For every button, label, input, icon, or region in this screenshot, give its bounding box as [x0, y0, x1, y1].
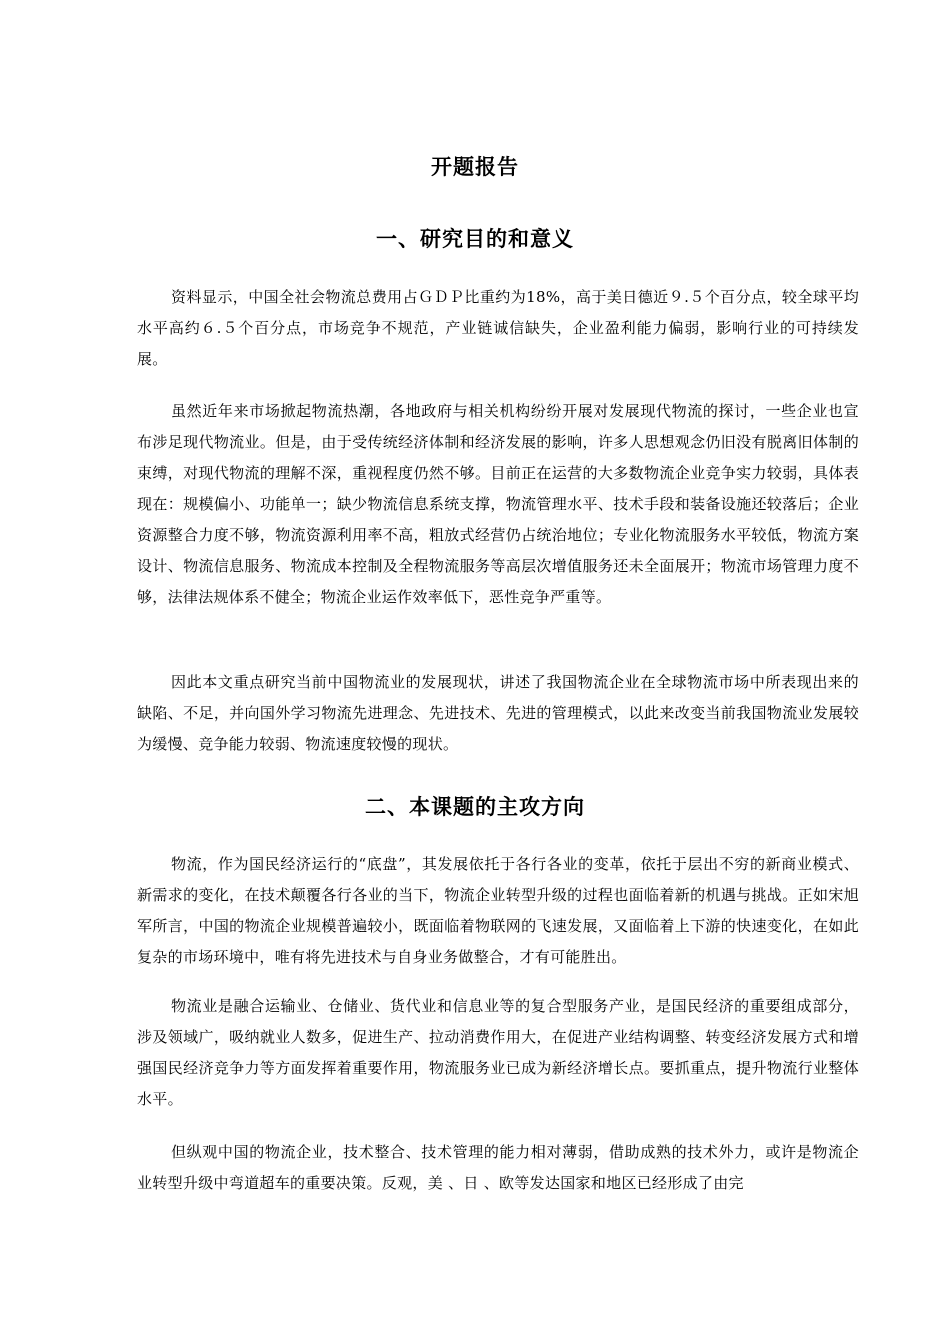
document-title: 开题报告 — [431, 155, 519, 179]
paragraph: 因此本文重点研究当前中国物流业的发展现状，讲述了我国物流企业在全球物流市场中所表现出来的缺陷、不足，并向国外学习物流先进理念、先进技术、先进的管理模式，以此来改变当前我国物流业发展较为缓慢、竞争能力较弱、物流速度较慢的现状。 — [137, 673, 859, 753]
paragraph: 虽然近年来市场掀起物流热潮，各地政府与相关机构纷纷开展对发展现代物流的探讨，一些企业也宣布涉足现代物流业。但是，由于受传统经济体制和经济发展的影响，许多人思想观念仍旧没有脱离旧体制的束缚，对现代物流的理解不深，重视程度仍然不够。目前正在运营的大多数物流企业竞争实力较弱，具体表现在：规模偏小、功能单一；缺少物流信息系统支撑，物流管理水平、技术手段和装备设施还较落后；企业资源整合力度不够，物流资源利用率不高，粗放式经营仍占统治地位；专业化物流服务水平较低，物流方案设计、物流信息服务、物流成本控制及全程物流服务等高层次增值服务还未全面展开；物流市场管理力度不够，法律法规体系不健全；物流企业运作效率低下，恶性竞争严重等。 — [137, 402, 859, 606]
paragraph: 但纵观中国的物流企业，技术整合、技术管理的能力相对薄弱，借助成熟的技术外力，或许是物流企业转型升级中弯道超车的重要决策。反观，美 、日 、欧等发达国家和地区已经形成了由完 — [137, 1143, 859, 1192]
paragraph: 资料显示，中国全社会物流总费用占ＧＤＰ比重约为18%，高于美日德近９.５个百分点，较全球平均水平高约６.５个百分点，市场竞争不规范，产业链诚信缺失，企业盈利能力偏弱，影响行业的可持续发展。 — [137, 288, 859, 368]
section-heading-purpose: 一、研究目的和意义 — [376, 227, 574, 251]
paragraph: 物流，作为国民经济运行的“底盘”，其发展依托于各行各业的变革，依托于层出不穷的新商业模式、新需求的变化，在技术颠覆各行各业的当下，物流企业转型升级的过程也面临着新的机遇与挑战。正如宋旭军所言，中国的物流企业规模普遍较小，既面临着物联网的飞速发展，又面临着上下游的快速变化，在如此复杂的市场环境中，唯有将先进技术与自身业务做整合，才有可能胜出。 — [137, 855, 859, 966]
section-heading-direction: 二、本课题的主攻方向 — [365, 795, 585, 819]
paragraph: 物流业是融合运输业、仓储业、货代业和信息业等的复合型服务产业，是国民经济的重要组成部分，涉及领域广，吸纳就业人数多，促进生产、拉动消费作用大，在促进产业结构调整、转变经济发展方式和增强国民经济竞争力等方面发挥着重要作用，物流服务业已成为新经济增长点。要抓重点，提升物流行业整体水平。 — [137, 997, 859, 1108]
